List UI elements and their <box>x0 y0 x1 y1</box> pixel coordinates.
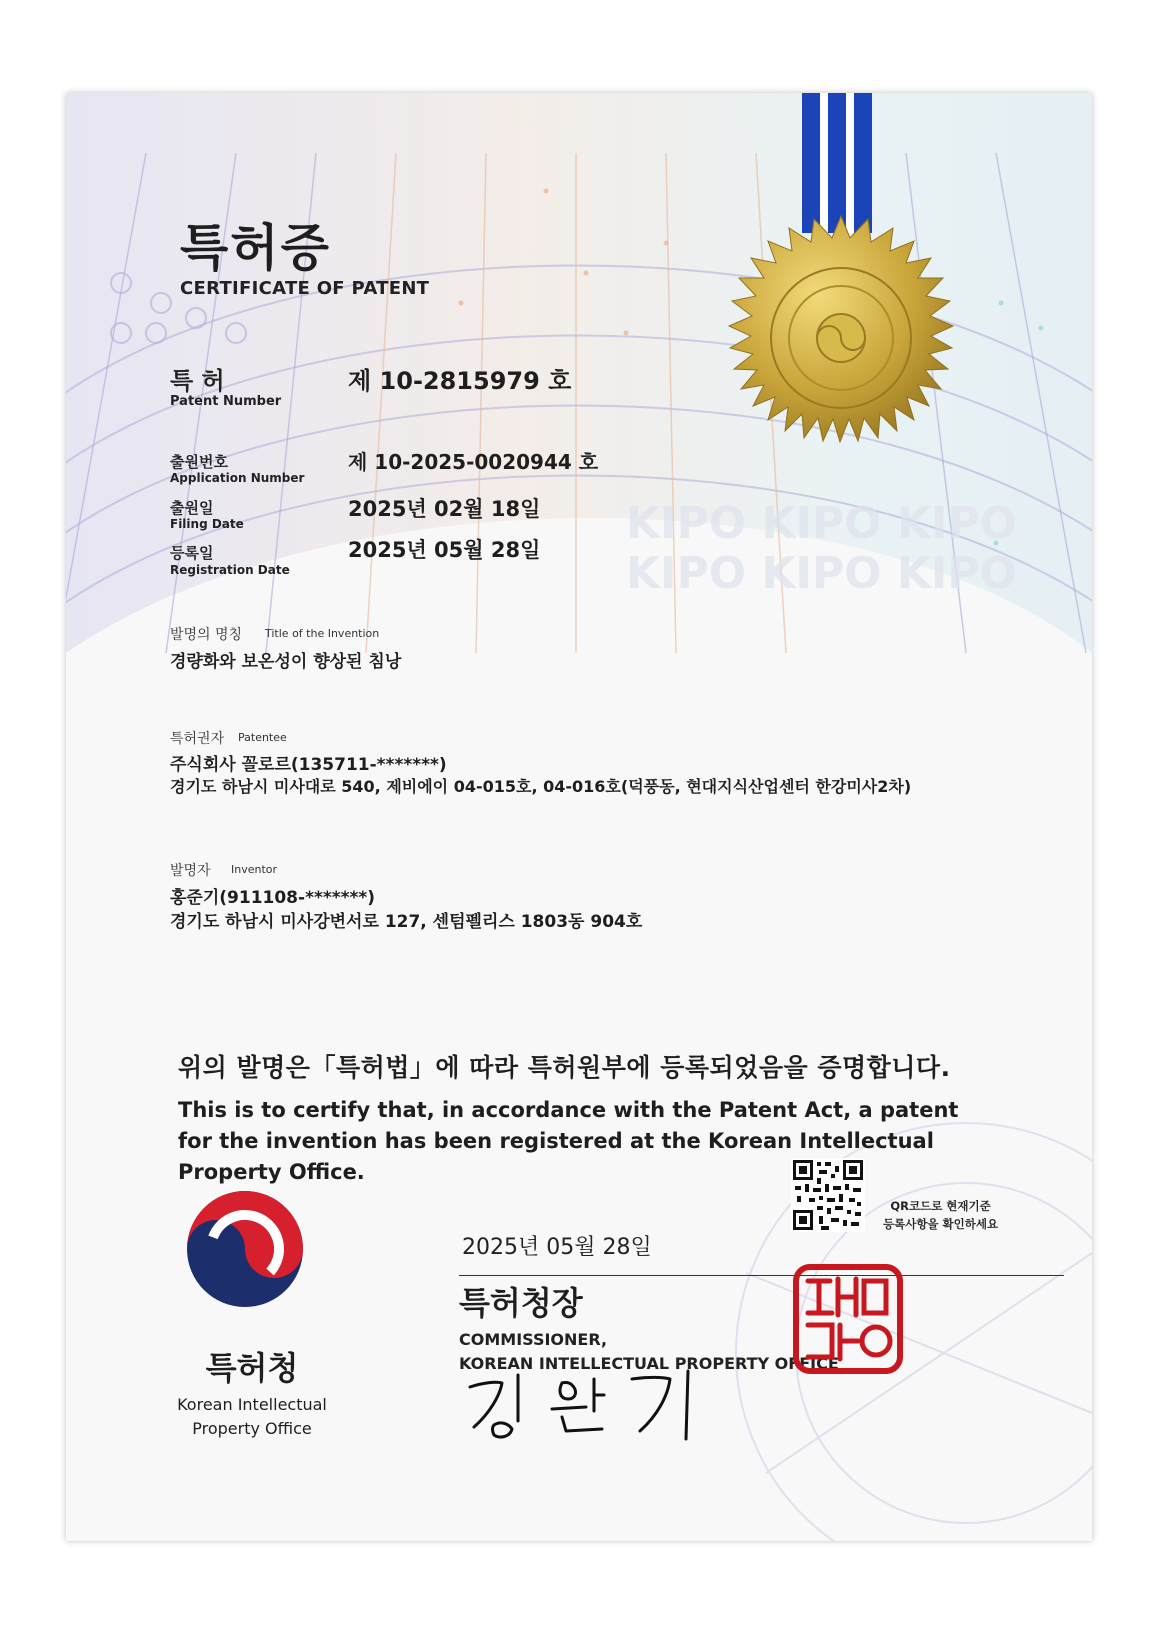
patentee-address: 경기도 하남시 미사대로 540, 제비에이 04-015호, 04-016호(덕풍동, 현대지식산업센터 한강미사2차) <box>170 777 912 796</box>
svg-text:KIPO KIPO KIPO: KIPO KIPO KIPO <box>626 548 1017 599</box>
gold-seal-icon <box>716 213 966 463</box>
patentee-label: 특허권자 <box>170 731 225 747</box>
invention-title-label: 발명의 명칭 <box>170 627 243 643</box>
application-number-value: 제 10-2025-0020944 호 <box>348 450 599 474</box>
registration-date-label-en: Registration Date <box>170 563 290 577</box>
qr-note <box>883 1197 998 1233</box>
signature-icon <box>462 1365 722 1445</box>
registration-date-value: 2025년 05월 28일 <box>348 538 541 562</box>
certification-statement-ko: 위의 발명은「특허법」에 따라 특허원부에 등록되었음을 증명합니다. <box>178 1053 951 1082</box>
page-title: 특허증 <box>180 219 331 277</box>
red-seal-icon <box>792 1263 904 1375</box>
filing-date-label: 출원일 <box>170 499 214 517</box>
inventor-address: 경기도 하남시 미사강변서로 127, 센텀펠리스 1803동 904호 <box>170 912 643 932</box>
svg-text:KIPO KIPO KIPO: KIPO KIPO KIPO <box>626 498 1017 549</box>
ribbon <box>802 93 872 233</box>
filing-date-value: 2025년 02월 18일 <box>348 497 541 521</box>
application-number-label-en: Application Number <box>170 471 305 485</box>
patent-number-value: 제 10-2815979 호 <box>348 367 572 395</box>
qr-note-line1: QR코드로 현재기준 <box>890 1199 991 1213</box>
inventor-name: 홍준기(911108-*******) <box>170 888 376 908</box>
patent-number-label: 특 허 <box>170 367 225 395</box>
office-name-en <box>162 1393 342 1441</box>
issue-date: 2025년 05월 28일 <box>462 1235 652 1260</box>
certificate-paper <box>66 93 1092 1541</box>
taegeuk-logo-icon <box>184 1188 306 1310</box>
patentee-label-en: Patentee <box>238 731 287 744</box>
certification-statement-en: This is to certify that, in accordance with the Patent Act, a patent for the invention has been registered at the Korean Intellectual Property Office. <box>178 1098 959 1184</box>
patentee-name: 주식회사 꼴로르(135711-*******) <box>170 755 447 775</box>
inventor-label-en: Inventor <box>231 863 278 876</box>
invention-title-label-en: Title of the Invention <box>265 627 380 640</box>
commissioner-title-en-line1: COMMISSIONER, <box>459 1330 608 1349</box>
patent-number-label-en: Patent Number <box>170 394 282 409</box>
qr-note-line2: 등록사항을 확인하세요 <box>883 1217 999 1231</box>
office-name: 특허청 <box>205 1349 299 1387</box>
office-name-en-line1: Korean Intellectual <box>177 1395 327 1414</box>
office-name-en-line2: Property Office <box>192 1419 312 1438</box>
qr-code-icon <box>791 1158 865 1232</box>
filing-date-label-en: Filing Date <box>170 517 244 531</box>
divider <box>459 1275 1064 1276</box>
commissioner-title-en-line2: KOREAN INTELLECTUAL PROPERTY OFFICE <box>459 1354 839 1373</box>
page-subtitle: CERTIFICATE OF PATENT <box>180 278 430 299</box>
application-number-label: 출원번호 <box>170 453 228 471</box>
commissioner-title: 특허청장 <box>459 1284 583 1322</box>
registration-date-label: 등록일 <box>170 544 214 562</box>
invention-title: 경량화와 보온성이 향상된 침낭 <box>170 652 402 672</box>
inventor-label: 발명자 <box>170 863 211 879</box>
